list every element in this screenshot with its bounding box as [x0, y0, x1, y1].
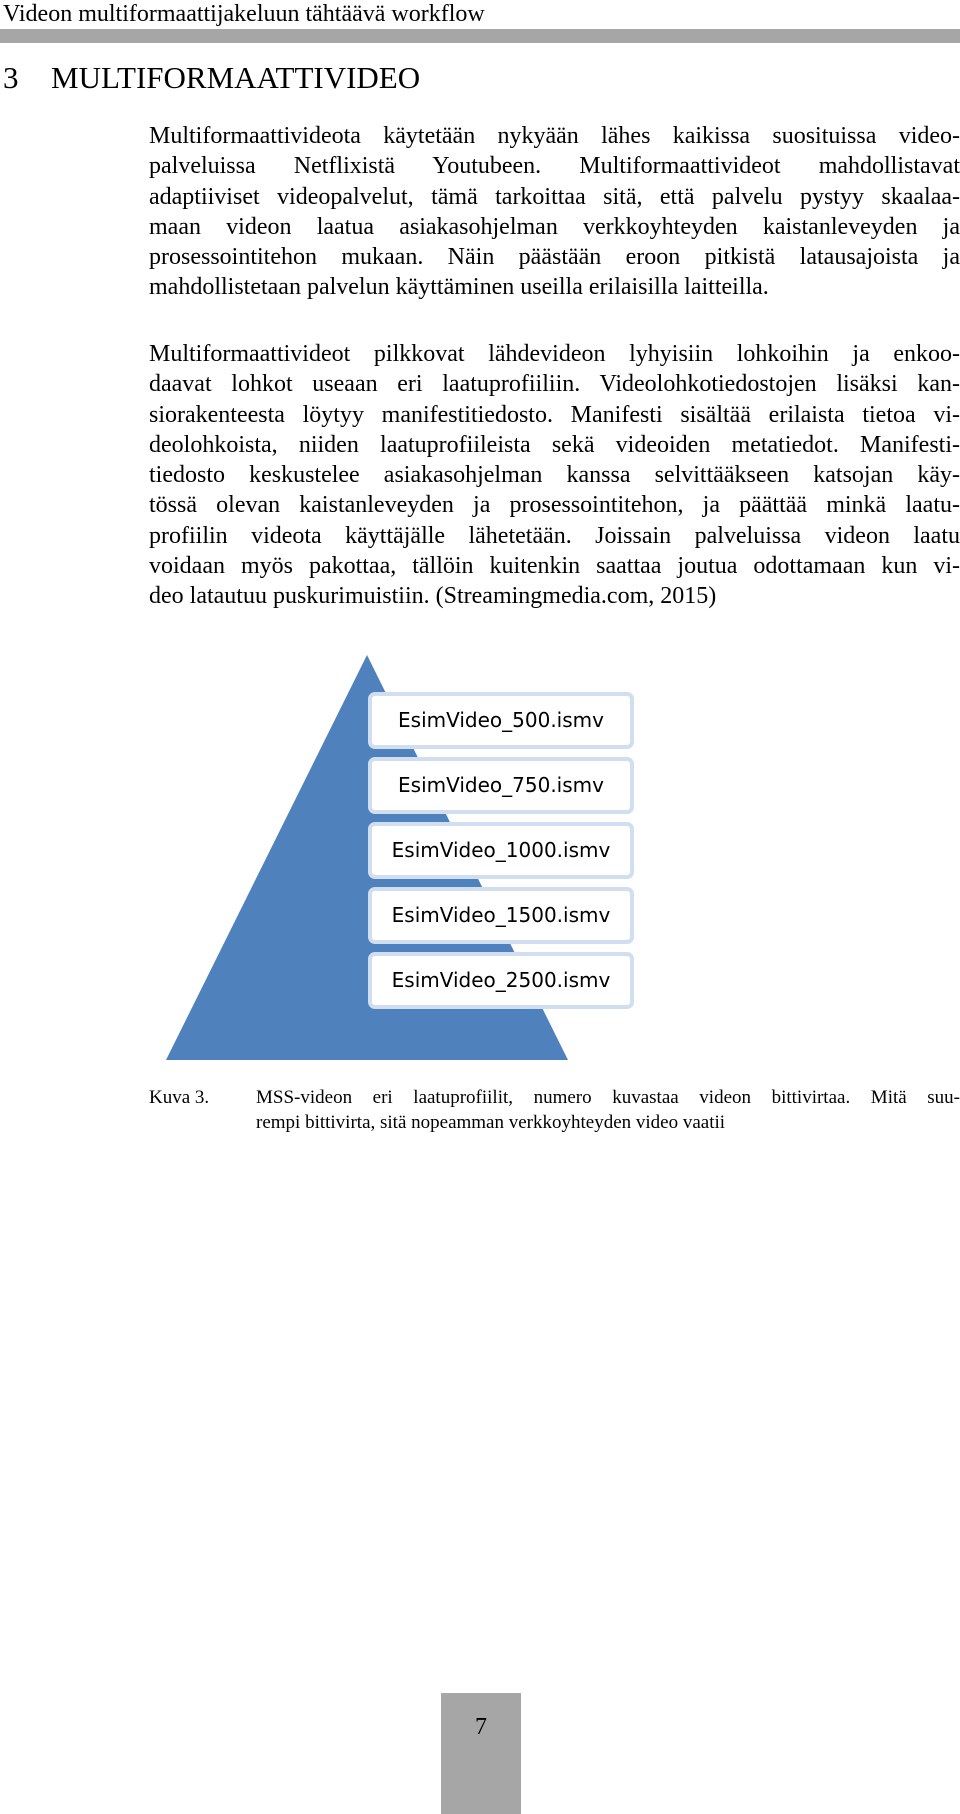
paragraph-line: palveluissa Netflixistä Youtubeen. Multiformaattivideot mahdollistavat	[149, 153, 960, 180]
chapter-number: 3	[3, 60, 19, 95]
header-rule	[0, 29, 960, 43]
paragraph-line: tiedosto keskustelee asiakasohjelman kanssa selvittääkseen katsojan käy-	[149, 462, 960, 489]
page-number-box	[441, 1693, 521, 1814]
paragraph-line: maan videon laatua asiakasohjelman verkkoyhteyden kaistanleveyden ja	[149, 213, 960, 240]
paragraph-line: Multiformaattivideot pilkkovat lähdevideon lyhyisiin lohkoihin ja enkoo-	[149, 341, 960, 367]
caption-line: MSS-videon eri laatuprofiilit, numero kuvastaa videon bittivirtaa. Mitä suu-	[256, 1087, 960, 1108]
running-header: Videon multiformaattijakeluun tähtäävä workflow	[3, 1, 485, 27]
paragraph-line: voidaan myös pakottaa, tällöin kuitenkin saattaa joutua odottamaan kun vi-	[149, 553, 960, 580]
paragraph-line: deo latautuu puskurimuistiin. (Streamingmedia.com, 2015)	[149, 583, 717, 610]
body-paragraph	[149, 339, 960, 612]
quality-level-box: EsimVideo_1500.ismv	[368, 887, 634, 944]
paragraph-line: tössä olevan kaistanleveyden ja prosessointitehon, ja päättää minkä laatu-	[149, 492, 960, 519]
paragraph-line: mahdollistetaan palvelun käyttäminen useilla erilaisilla laitteilla.	[149, 274, 769, 301]
chapter-heading	[3, 58, 420, 98]
quality-level-box: EsimVideo_1000.ismv	[368, 822, 634, 879]
paragraph-line: profiilin videota käyttäjälle lähetetään. Joissain palveluissa videon laatu	[149, 522, 960, 549]
paragraph-line: daavat lohkot useaan eri laatuprofiiliin. Videolohkotiedostojen lisäksi kan-	[149, 371, 960, 398]
paragraph-line: prosessointitehon mukaan. Näin päästään eroon pitkistä latausajoista ja	[149, 244, 960, 271]
paragraph-line: adaptiiviset videopalvelut, tämä tarkoittaa sitä, että palvelu pystyy skaalaa-	[149, 183, 960, 210]
quality-level-box: EsimVideo_750.ismv	[368, 757, 634, 814]
caption-text	[256, 1085, 960, 1135]
chapter-title: MULTIFORMAATTIVIDEO	[51, 60, 421, 95]
page-number: 7	[475, 1714, 487, 1740]
quality-level-box: EsimVideo_500.ismv	[368, 692, 634, 749]
paragraph-line: deolohkoista, niiden laatuprofiileista sekä videoiden metatiedot. Manifesti-	[149, 431, 960, 458]
paragraph-line: Multiformaattivideota käytetään nykyään lähes kaikissa suosituissa video-	[149, 123, 960, 149]
caption-line: rempi bittivirta, sitä nopeamman verkkoyhteyden video vaatii	[256, 1112, 726, 1133]
paragraph-line: siorakenteesta löytyy manifestitiedosto. Manifesti sisältää erilaista tietoa vi-	[149, 401, 960, 428]
quality-profile-pyramid-figure	[166, 655, 646, 1063]
body-paragraph	[149, 121, 960, 303]
quality-level-box: EsimVideo_2500.ismv	[368, 952, 634, 1009]
caption-label: Kuva 3.	[149, 1087, 210, 1108]
